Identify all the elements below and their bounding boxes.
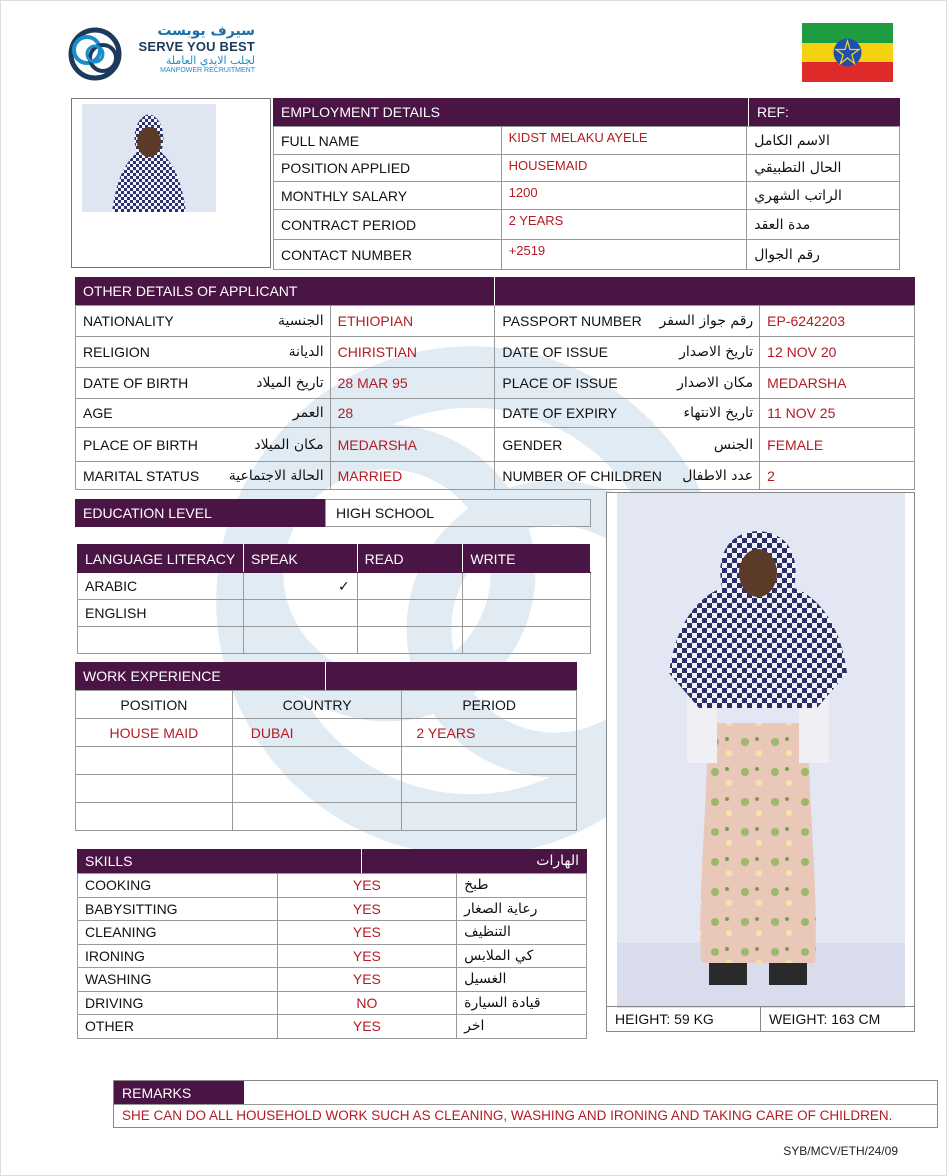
language-read [357, 600, 463, 627]
other-left-value: MEDARSHA [330, 428, 495, 462]
other-right-value: MEDARSHA [760, 368, 915, 399]
other-details-row [76, 337, 915, 368]
skill-row [78, 921, 587, 945]
height-value: HEIGHT: 59 KG [615, 1011, 714, 1027]
employment-details-table [273, 126, 900, 270]
work-header-row [76, 691, 577, 719]
language-write [463, 600, 591, 627]
other-right-field [495, 428, 760, 462]
skill-row [78, 1015, 587, 1039]
skill-value: YES [277, 897, 456, 921]
language-row [78, 573, 591, 600]
employment-value: +2519 [501, 240, 747, 270]
language-header-cell: SPEAK [243, 545, 357, 573]
language-read [357, 573, 463, 600]
language-row [78, 627, 591, 654]
employment-value: 1200 [501, 182, 747, 210]
skill-arabic: كي الملابس [457, 944, 587, 968]
other-left-field [76, 337, 331, 368]
applicant-portrait-photo [82, 104, 216, 212]
work-column-header: COUNTRY [232, 691, 402, 719]
other-left-value: 28 MAR 95 [330, 368, 495, 399]
other-details-header-right [494, 277, 915, 305]
skill-value: YES [277, 944, 456, 968]
language-name [78, 627, 244, 654]
skill-value: YES [277, 874, 456, 898]
other-left-arabic: الحالة الاجتماعية [228, 467, 324, 484]
other-right-value: FEMALE [760, 428, 915, 462]
height-weight-row [607, 1006, 914, 1031]
other-right-label: PLACE OF ISSUE [502, 375, 618, 391]
language-header-cell: LANGUAGE LITERACY [78, 545, 244, 573]
other-left-value: MARRIED [330, 462, 495, 490]
skill-row [78, 874, 587, 898]
skill-row [78, 897, 587, 921]
work-experience-header: WORK EXPERIENCE [75, 662, 325, 690]
other-left-arabic: العمر [292, 405, 324, 421]
employment-label: FULL NAME [274, 127, 502, 155]
work-row [76, 719, 577, 747]
other-left-field [76, 399, 331, 428]
other-right-value: EP-6242203 [760, 306, 915, 337]
other-right-value: 2 [760, 462, 915, 490]
work-period [402, 747, 577, 775]
employment-label-arabic: الحال التطبيقي [747, 155, 900, 182]
remarks-text: SHE CAN DO ALL HOUSEHOLD WORK SUCH AS CLEANING, WASHING AND IRONING AND TAKING CARE OF CHILDREN. [114, 1104, 937, 1123]
language-row [78, 600, 591, 627]
skill-value: NO [277, 991, 456, 1015]
work-position [76, 775, 233, 803]
logo-english-name: SERVE YOU BEST [138, 39, 255, 54]
employment-label: MONTHLY SALARY [274, 182, 502, 210]
full-body-photo-frame [606, 492, 915, 1032]
other-left-arabic: تاريخ الميلاد [256, 375, 324, 391]
other-details-header: OTHER DETAILS OF APPLICANT [75, 277, 494, 305]
employment-value: KIDST MELAKU AYELE [501, 127, 747, 155]
other-left-arabic: الجنسية [278, 313, 324, 329]
employment-row [274, 155, 900, 182]
other-right-value: 12 NOV 20 [760, 337, 915, 368]
other-left-arabic: مكان الميلاد [254, 436, 324, 453]
employment-row [274, 127, 900, 155]
logo-subtitle: MANPOWER RECRUITMENT [160, 67, 255, 74]
other-left-field [76, 306, 331, 337]
skill-name: OTHER [78, 1015, 278, 1039]
other-right-field [495, 462, 760, 490]
other-details-row [76, 428, 915, 462]
employment-details-section [273, 98, 900, 270]
language-write [463, 627, 591, 654]
work-position [76, 747, 233, 775]
language-header-cell: WRITE [463, 545, 591, 573]
other-left-arabic: الديانة [288, 344, 324, 360]
language-write [463, 573, 591, 600]
skills-header-arabic: الهارات [361, 849, 587, 873]
employment-value: 2 YEARS [501, 210, 747, 240]
work-row [76, 803, 577, 831]
other-left-value: CHIRISTIAN [330, 337, 495, 368]
work-country [232, 775, 402, 803]
employment-label-arabic: الراتب الشهري [747, 182, 900, 210]
remarks-label: REMARKS [114, 1081, 244, 1104]
work-row [76, 775, 577, 803]
skill-value: YES [277, 1015, 456, 1039]
other-left-field [76, 462, 331, 490]
employment-details-header: EMPLOYMENT DETAILS [273, 98, 748, 126]
ref-label: REF: [748, 98, 900, 126]
flag-emblem-icon [832, 37, 863, 68]
other-left-label: NATIONALITY [83, 313, 174, 329]
other-right-field [495, 306, 760, 337]
work-period [402, 775, 577, 803]
work-period: 2 YEARS [402, 719, 577, 747]
other-right-arabic: مكان الاصدار [677, 375, 754, 391]
skill-name: COOKING [78, 874, 278, 898]
skill-value: YES [277, 921, 456, 945]
work-period [402, 803, 577, 831]
skill-name: IRONING [78, 944, 278, 968]
other-right-arabic: الجنس [713, 436, 754, 453]
language-literacy-table [77, 544, 591, 654]
skills-header: SKILLS [77, 849, 361, 873]
language-header-row [78, 545, 591, 573]
skill-row [78, 991, 587, 1015]
interlocking-rings-logo-icon [67, 23, 123, 85]
skill-row [78, 968, 587, 992]
other-left-label: AGE [83, 405, 113, 421]
employment-label: POSITION APPLIED [274, 155, 502, 182]
other-left-value: 28 [330, 399, 495, 428]
other-left-value: ETHIOPIAN [330, 306, 495, 337]
other-left-field [76, 368, 331, 399]
logo-arabic-name: سيرف يوبست [157, 23, 255, 39]
language-speak: ✓ [243, 573, 357, 600]
work-experience-section [75, 662, 577, 831]
employment-label-arabic: مدة العقد [747, 210, 900, 240]
other-right-label: NUMBER OF CHILDREN [502, 467, 662, 484]
work-country [232, 803, 402, 831]
language-name: ENGLISH [78, 600, 244, 627]
other-left-label: MARITAL STATUS [83, 467, 200, 484]
work-experience-header-right [325, 662, 577, 690]
other-right-field [495, 399, 760, 428]
employment-row [274, 210, 900, 240]
work-column-header: POSITION [76, 691, 233, 719]
work-experience-table [75, 690, 577, 831]
language-literacy-section [77, 544, 591, 654]
employment-label: CONTACT NUMBER [274, 240, 502, 270]
work-position: HOUSE MAID [76, 719, 233, 747]
work-country: DUBAI [232, 719, 402, 747]
skill-name: CLEANING [78, 921, 278, 945]
skill-name: WASHING [78, 968, 278, 992]
work-row [76, 747, 577, 775]
other-details-row [76, 399, 915, 428]
language-name: ARABIC [78, 573, 244, 600]
other-right-arabic: تاريخ الانتهاء [683, 405, 754, 421]
other-right-label: GENDER [502, 436, 563, 453]
logo-arabic-tagline: لجلب الايدي العاملة [165, 54, 255, 67]
other-left-label: DATE OF BIRTH [83, 375, 189, 391]
skill-arabic: رعاية الصغار [457, 897, 587, 921]
employment-row [274, 182, 900, 210]
employment-label-arabic: رقم الجوال [747, 240, 900, 270]
education-level-value: HIGH SCHOOL [325, 499, 591, 527]
work-country [232, 747, 402, 775]
work-position [76, 803, 233, 831]
education-level-row [75, 499, 591, 527]
other-left-field [76, 428, 331, 462]
other-details-row [76, 306, 915, 337]
employment-label-arabic: الاسم الكامل [747, 127, 900, 155]
ethiopia-flag-icon [802, 23, 893, 82]
language-speak [243, 600, 357, 627]
other-left-label: RELIGION [83, 344, 150, 360]
employment-label: CONTRACT PERIOD [274, 210, 502, 240]
education-level-label: EDUCATION LEVEL [75, 499, 325, 527]
language-speak [243, 627, 357, 654]
skill-arabic: الغسيل [457, 968, 587, 992]
skill-arabic: قيادة السيارة [457, 991, 587, 1015]
other-right-arabic: تاريخ الاصدار [679, 344, 754, 360]
full-body-photo [617, 493, 905, 1008]
other-left-label: PLACE OF BIRTH [83, 436, 198, 453]
company-logo [67, 23, 257, 89]
other-right-value: 11 NOV 25 [760, 399, 915, 428]
skill-name: BABYSITTING [78, 897, 278, 921]
other-right-label: PASSPORT NUMBER [502, 313, 642, 329]
remarks-section [113, 1080, 938, 1128]
other-right-field [495, 337, 760, 368]
skills-table [77, 873, 587, 1039]
work-column-header: PERIOD [402, 691, 577, 719]
other-right-label: DATE OF ISSUE [502, 344, 608, 360]
other-right-label: DATE OF EXPIRY [502, 405, 618, 421]
other-right-arabic: رقم جواز السفر [659, 313, 754, 329]
applicant-photo-frame [71, 98, 271, 268]
other-details-row [76, 462, 915, 490]
skill-row [78, 944, 587, 968]
skill-arabic: طبخ [457, 874, 587, 898]
other-right-field [495, 368, 760, 399]
skills-section [77, 849, 587, 1039]
skill-arabic: التنظيف [457, 921, 587, 945]
other-details-section [75, 277, 915, 490]
language-header-cell: READ [357, 545, 463, 573]
language-read [357, 627, 463, 654]
weight-value: WEIGHT: 163 CM [760, 1007, 914, 1031]
skill-arabic: اخر [457, 1015, 587, 1039]
other-details-table [75, 305, 915, 490]
employment-row [274, 240, 900, 270]
skill-value: YES [277, 968, 456, 992]
skill-name: DRIVING [78, 991, 278, 1015]
other-right-arabic: عدد الاطفال [682, 467, 754, 484]
reference-code: SYB/MCV/ETH/24/09 [783, 1144, 898, 1158]
other-details-row [76, 368, 915, 399]
employment-value: HOUSEMAID [501, 155, 747, 182]
